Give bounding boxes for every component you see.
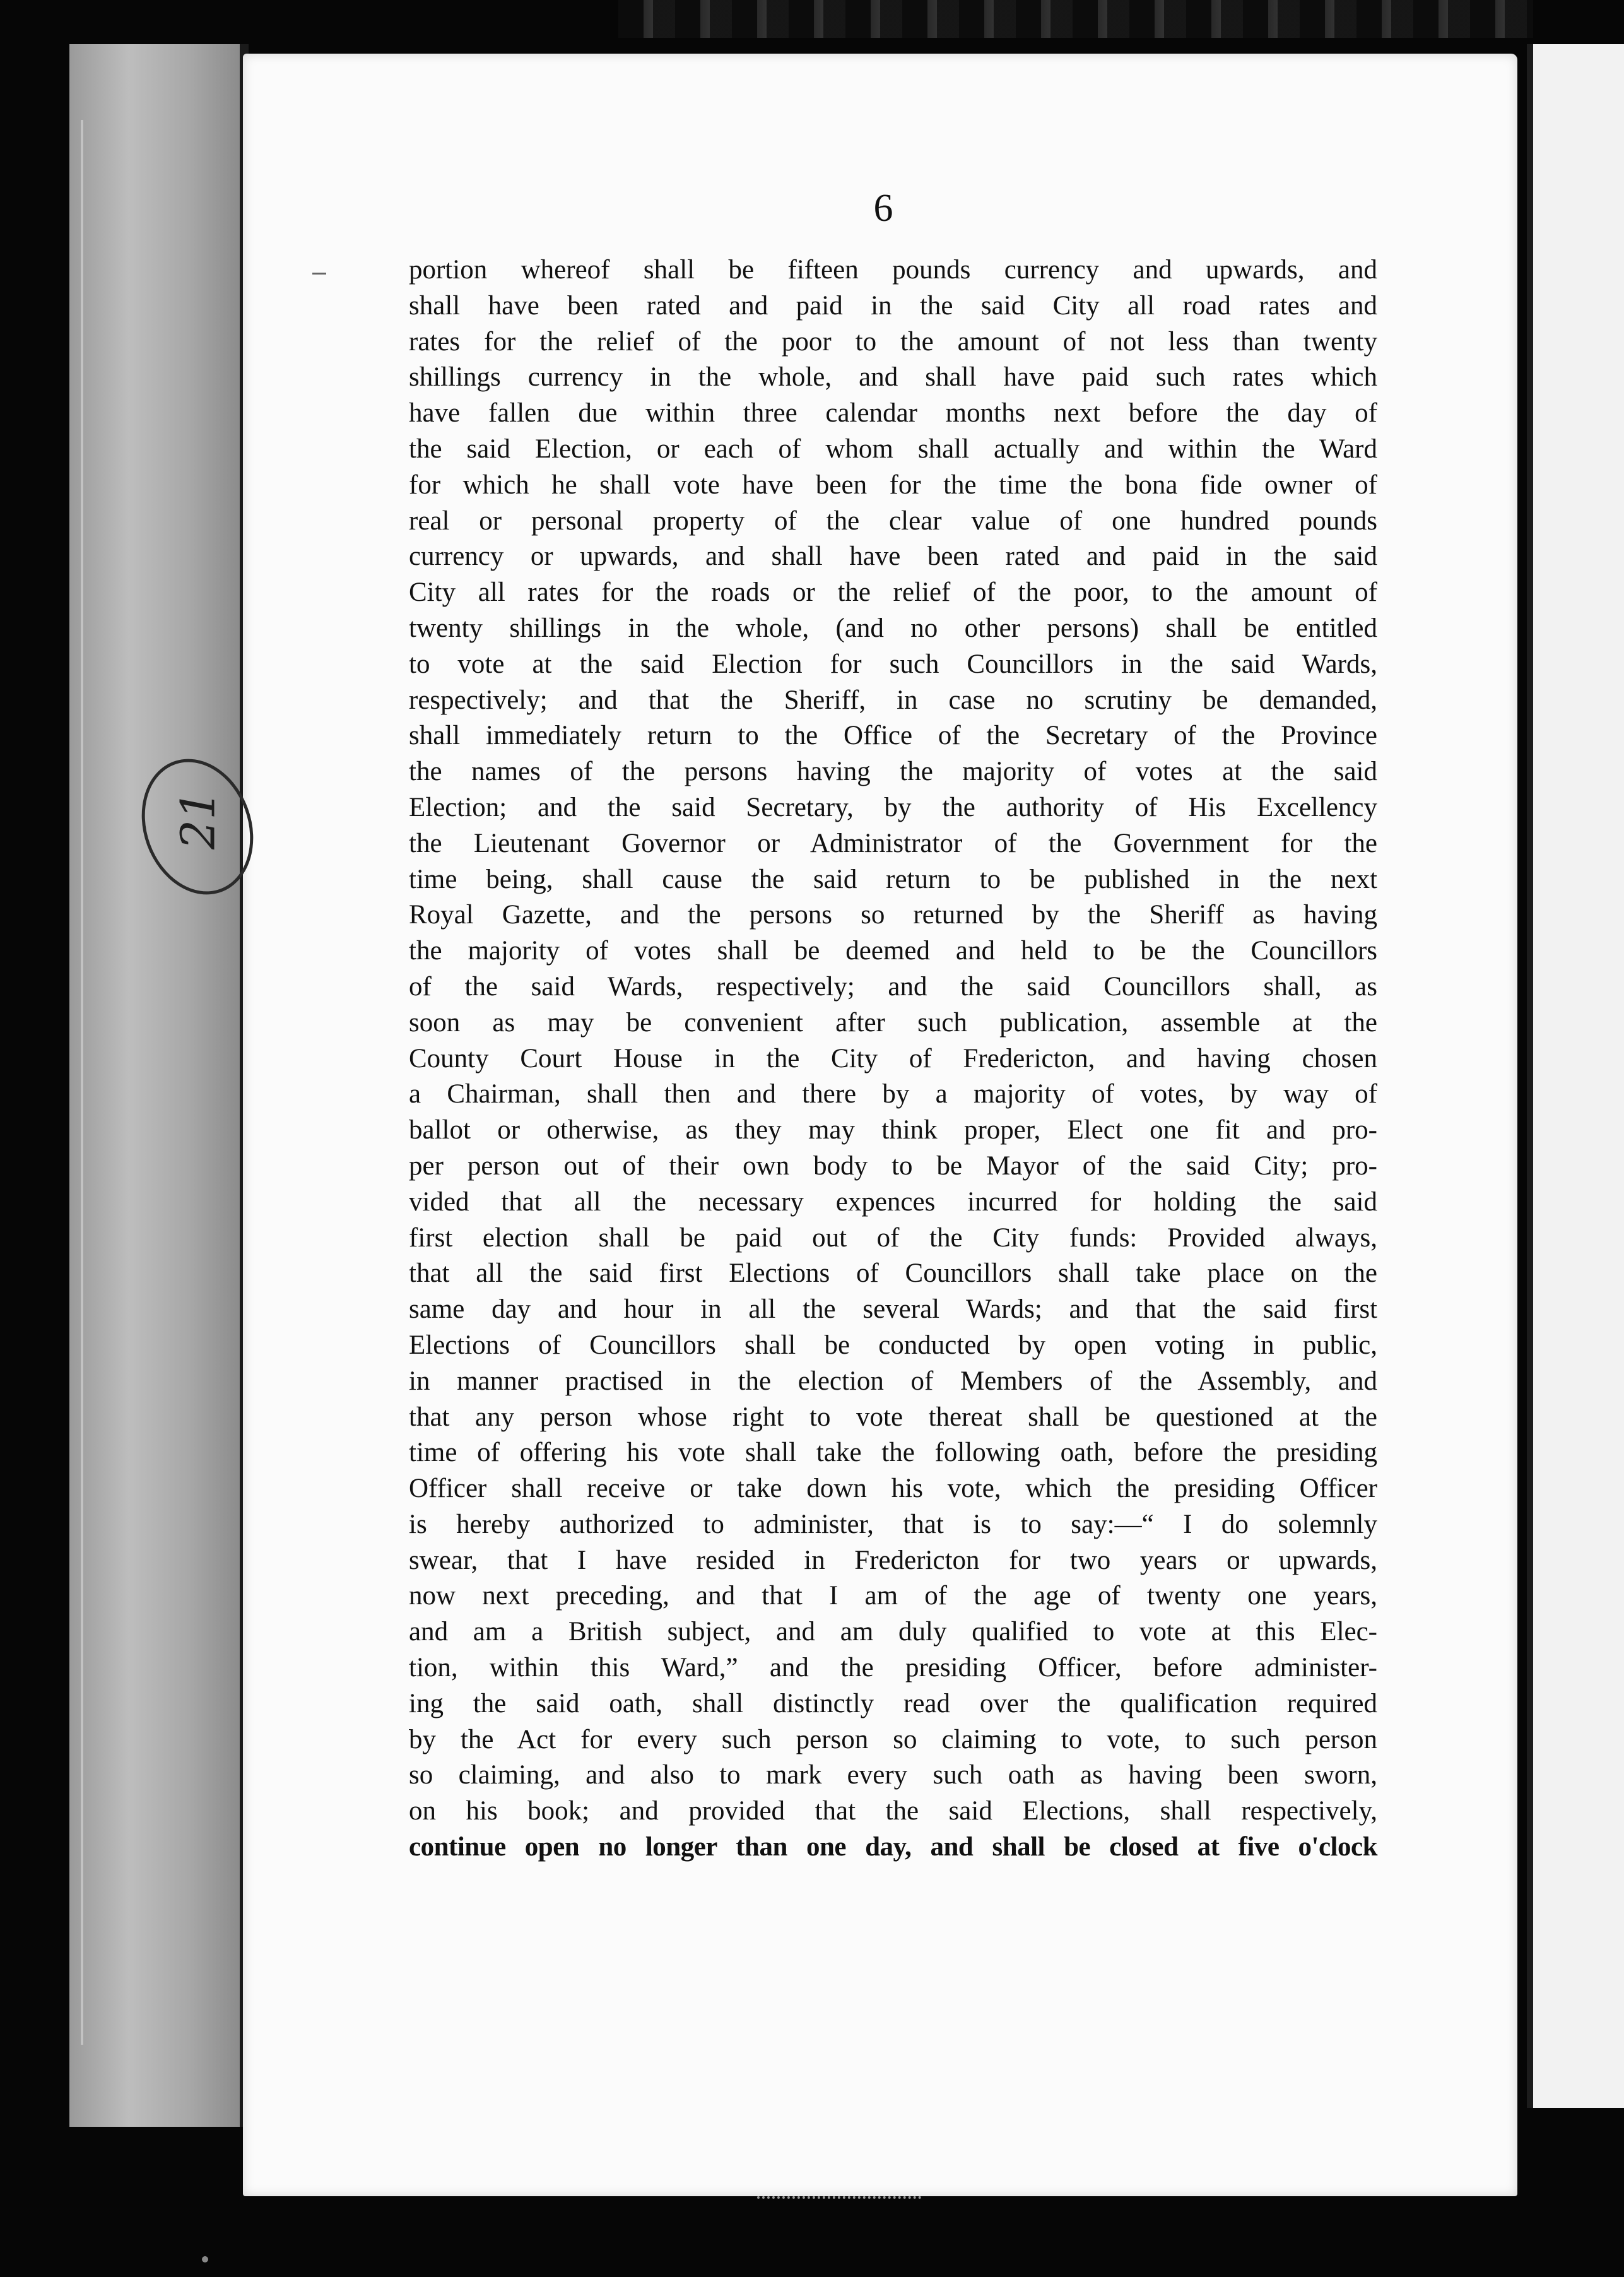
text-line: and am a British subject, and am duly qualified to vote at this Elec- — [409, 1617, 1377, 1647]
text-line: now next preceding, and that I am of the age of twenty one years, — [409, 1581, 1377, 1611]
torn-top-edge — [618, 0, 1533, 38]
text-line: Elections of Councillors shall be conducted by open voting in public, — [409, 1330, 1377, 1360]
text-line: vided that all the necessary expences incurred for holding the said — [409, 1186, 1377, 1217]
text-line: a Chairman, shall then and there by a majority of votes, by way of — [409, 1079, 1377, 1109]
text-line: tion, within this Ward,” and the presiding Officer, before administer- — [409, 1653, 1377, 1683]
text-line: on his book; and provided that the said Elections, shall respectively, — [409, 1796, 1377, 1826]
text-line: County Court House in the City of Fredericton, and having chosen — [409, 1043, 1377, 1073]
text-line: time being, shall cause the said return to be published in the next — [409, 864, 1377, 894]
text-line: Officer shall receive or take down his vote, which the presiding Officer — [409, 1474, 1377, 1504]
previous-page-edge — [69, 44, 249, 2127]
text-line: ballot or otherwise, as they may think proper, Elect one fit and pro- — [409, 1115, 1377, 1145]
text-line: shall have been rated and paid in the said City all road rates and — [409, 290, 1377, 321]
text-line: soon as may be convenient after such publication, assemble at the — [409, 1007, 1377, 1038]
bottom-smudge — [757, 2184, 921, 2199]
binding-shadow — [81, 120, 209, 2045]
text-line: swear, that I have resided in Fredericton for two years or upwards, — [409, 1545, 1377, 1575]
text-line: time of offering his vote shall take the following oath, before the presiding — [409, 1438, 1377, 1468]
text-line: City all rates for the roads or the relief of the poor, to the amount of — [409, 577, 1377, 608]
text-line: the names of the persons having the majority of votes at the said — [409, 757, 1377, 787]
text-line: portion whereof shall be fifteen pounds currency and upwards, and — [409, 255, 1377, 285]
text-line: in manner practised in the election of Members of the Assembly, and — [409, 1366, 1377, 1396]
text-line: the majority of votes shall be deemed and held to be the Councillors — [409, 936, 1377, 966]
next-page-edge — [1527, 44, 1624, 2108]
margin-note-text: 21 — [171, 790, 226, 849]
text-line: have fallen due within three calendar months next before the day of — [409, 398, 1377, 429]
text-line: is hereby authorized to administer, that is to say:—“ I do solemnly — [409, 1509, 1377, 1539]
text-line: shillings currency in the whole, and shall have paid such rates which — [409, 362, 1377, 393]
text-line: that any person whose right to vote thereat shall be questioned at the — [409, 1402, 1377, 1432]
text-line: of the said Wards, respectively; and the said Councillors shall, as — [409, 971, 1377, 1002]
text-line: the said Election, or each of whom shall actually and within the Ward — [409, 434, 1377, 464]
text-line: rates for the relief of the poor to the amount of not less than twenty — [409, 326, 1377, 357]
text-line: real or personal property of the clear value of one hundred pounds — [409, 506, 1377, 536]
text-line: so claiming, and also to mark every such oath as having been sworn, — [409, 1760, 1377, 1790]
text-line: first election shall be paid out of the City funds: Provided always, — [409, 1222, 1377, 1253]
text-line: that all the said first Elections of Councillors shall take place on the — [409, 1258, 1377, 1289]
text-line: shall immediately return to the Office of the Secretary of the Province — [409, 721, 1377, 751]
text-line: Election; and the said Secretary, by the authority of His Excellency — [409, 792, 1377, 822]
text-line: respectively; and that the Sheriff, in case no scrutiny be demanded, — [409, 685, 1377, 715]
page-number: 6 — [873, 187, 893, 230]
text-line: per person out of their own body to be Mayor of the said City; pro- — [409, 1150, 1377, 1181]
body-text — [409, 252, 1377, 1866]
text-line: continue open no longer than one day, and shall be closed at five o'clock — [409, 1832, 1377, 1862]
text-line: ing the said oath, shall distinctly read over the qualification required — [409, 1688, 1377, 1718]
text-line: Royal Gazette, and the persons so returned by the Sheriff as having — [409, 900, 1377, 930]
text-line: same day and hour in all the several Wards; and that the said first — [409, 1294, 1377, 1325]
corner-speck — [202, 2256, 208, 2262]
text-line: twenty shillings in the whole, (and no other persons) shall be entitled — [409, 613, 1377, 643]
text-line: currency or upwards, and shall have been rated and paid in the said — [409, 541, 1377, 572]
margin-mark — [312, 273, 326, 275]
text-line: to vote at the said Election for such Councillors in the said Wards, — [409, 649, 1377, 679]
text-line: for which he shall vote have been for the time the bona fide owner of — [409, 470, 1377, 500]
text-line: the Lieutenant Governor or Administrator of the Government for the — [409, 828, 1377, 858]
text-line: by the Act for every such person so claiming to vote, to such person — [409, 1724, 1377, 1754]
